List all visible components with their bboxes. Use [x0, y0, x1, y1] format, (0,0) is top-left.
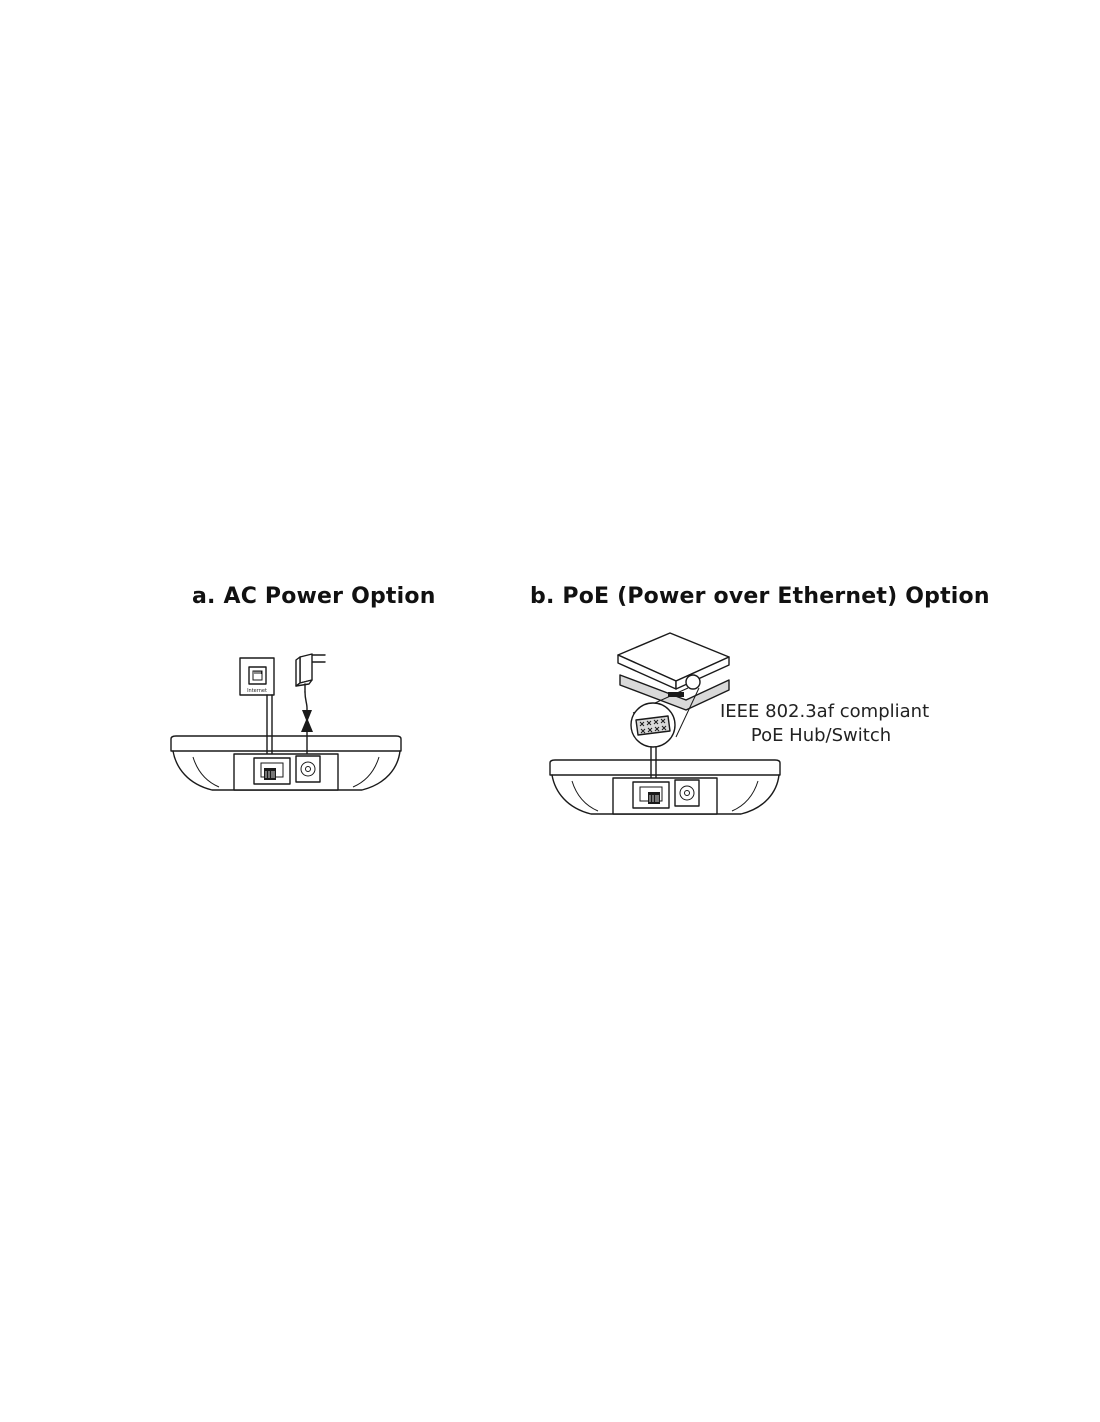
phone-base-b	[550, 760, 780, 814]
option-b-title: b. PoE (Power over Ethernet) Option	[530, 584, 990, 609]
internet-wall-jack	[240, 658, 274, 695]
poe-illustration	[550, 633, 780, 814]
poe-switch-icon	[618, 633, 729, 710]
phone-base-a	[171, 736, 401, 790]
option-a-title: a. AC Power Option	[192, 584, 436, 609]
internet-jack-label: Internet	[247, 688, 267, 694]
poe-switch-caption-line1: IEEE 802.3af compliant	[720, 701, 930, 722]
magnified-ports	[631, 703, 675, 747]
poe-switch-caption-line2: PoE Hub/Switch	[750, 725, 892, 746]
power-adapter-icon	[296, 654, 325, 692]
cable-clip-icon	[301, 710, 313, 732]
dc-power-port-b	[675, 780, 699, 806]
dc-power-port-a	[296, 756, 320, 782]
ac-power-illustration	[171, 654, 401, 790]
